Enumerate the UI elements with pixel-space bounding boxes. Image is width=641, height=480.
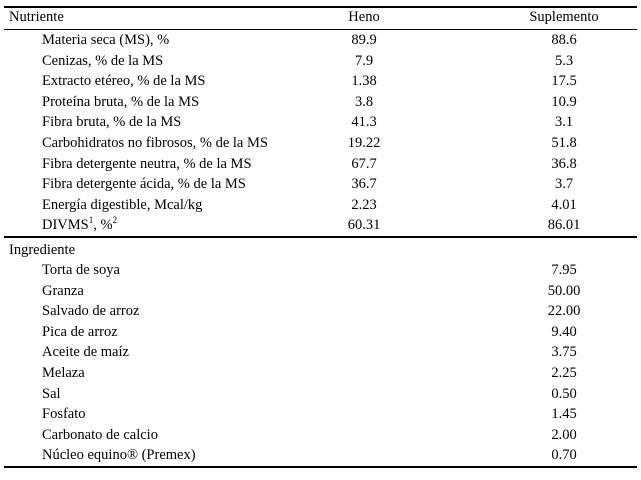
row-label: Núcleo equino® (Premex) [42, 447, 196, 464]
row-label: Salvado de arroz [42, 303, 140, 320]
ingredient-header: Ingrediente [9, 241, 76, 258]
table-row [4, 112, 637, 133]
heno-value: 1.38 [351, 73, 377, 90]
table-row [4, 71, 637, 92]
table-header-row [4, 8, 637, 30]
suplemento-value: 4.01 [551, 196, 577, 213]
heno-value: 41.3 [351, 114, 377, 131]
row-label: Torta de soya [42, 261, 120, 278]
table-row [4, 342, 637, 363]
divms-heno: 60.31 [347, 217, 381, 234]
row-label: Fosfato [42, 406, 86, 423]
row-label: Pica de arroz [42, 323, 118, 340]
suplemento-value: 5.3 [554, 52, 574, 69]
suplemento-value: 3.7 [554, 176, 574, 193]
suplemento-value: 36.8 [551, 155, 577, 172]
row-label: Aceite de maíz [42, 344, 129, 361]
row-label: Carbohidratos no fibrosos, % de la MS [42, 134, 268, 151]
suplemento-value: 3.75 [551, 344, 577, 361]
table-row [4, 363, 637, 384]
table-row [4, 322, 637, 343]
suplemento-value: 0.70 [551, 447, 577, 464]
suplemento-value: 2.25 [551, 364, 577, 381]
row-label: Materia seca (MS), % [42, 32, 170, 48]
table-row [4, 384, 637, 405]
divms-footnote-1: 1 [88, 215, 94, 226]
row-label: Sal [42, 385, 61, 402]
suplemento-value: 1.45 [551, 406, 577, 423]
suplemento-value: 51.8 [551, 134, 577, 151]
heno-value: 36.7 [351, 176, 377, 193]
suplemento-value: 9.40 [551, 323, 577, 340]
heno-value: 89.9 [351, 32, 377, 48]
suplemento-value: 0.50 [551, 385, 577, 402]
header-heno: Heno [348, 9, 380, 25]
table-row [4, 281, 637, 302]
table-row [4, 404, 637, 425]
suplemento-value: 88.6 [551, 32, 577, 48]
table-row [4, 445, 637, 466]
nutrient-section [4, 30, 637, 215]
table-row [4, 51, 637, 72]
table-row [4, 301, 637, 322]
heno-value: 67.7 [351, 155, 377, 172]
row-label: Proteína bruta, % de la MS [42, 93, 200, 110]
table-row [4, 174, 637, 195]
header-suplemento: Suplemento [529, 9, 599, 25]
header-nutrient: Nutriente [9, 9, 64, 25]
suplemento-value: 50.00 [547, 282, 581, 299]
row-label: Fibra detergente ácida, % de la MS [42, 176, 246, 193]
row-label: Fibra detergente neutra, % de la MS [42, 155, 252, 172]
divms-label [42, 215, 117, 236]
row-label: Fibra bruta, % de la MS [42, 114, 182, 131]
row-label: Carbonato de calcio [42, 426, 158, 443]
ingredient-header-row [4, 236, 637, 260]
divms-footnote-2: 2 [112, 215, 118, 226]
table-row [4, 425, 637, 446]
suplemento-value: 2.00 [551, 426, 577, 443]
divms-prefix: DIVMS [42, 217, 89, 234]
suplemento-value: 22.00 [547, 303, 581, 320]
suplemento-value: 17.5 [551, 73, 577, 90]
heno-value: 3.8 [354, 93, 374, 110]
heno-value: 7.9 [354, 52, 374, 69]
table-row-divms [4, 215, 637, 236]
ingredient-section [4, 260, 637, 466]
table-row [4, 195, 637, 216]
row-label: Melaza [42, 364, 85, 381]
row-label: Granza [42, 282, 84, 299]
table-row [4, 92, 637, 113]
suplemento-value: 7.95 [551, 261, 577, 278]
row-label: Extracto etéreo, % de la MS [42, 73, 206, 90]
suplemento-value: 3.1 [554, 114, 574, 131]
divms-unit: , % [93, 217, 113, 234]
heno-value: 19.22 [347, 134, 381, 151]
table-row [4, 154, 637, 175]
divms-suplemento: 86.01 [547, 217, 581, 234]
table-row [4, 133, 637, 154]
table-row [4, 260, 637, 281]
table-row [4, 30, 637, 51]
row-label: Energía digestible, Mcal/kg [42, 196, 203, 213]
composition-table [4, 6, 637, 468]
suplemento-value: 10.9 [551, 93, 577, 110]
row-label: Cenizas, % de la MS [42, 52, 164, 69]
heno-value: 2.23 [351, 196, 377, 213]
